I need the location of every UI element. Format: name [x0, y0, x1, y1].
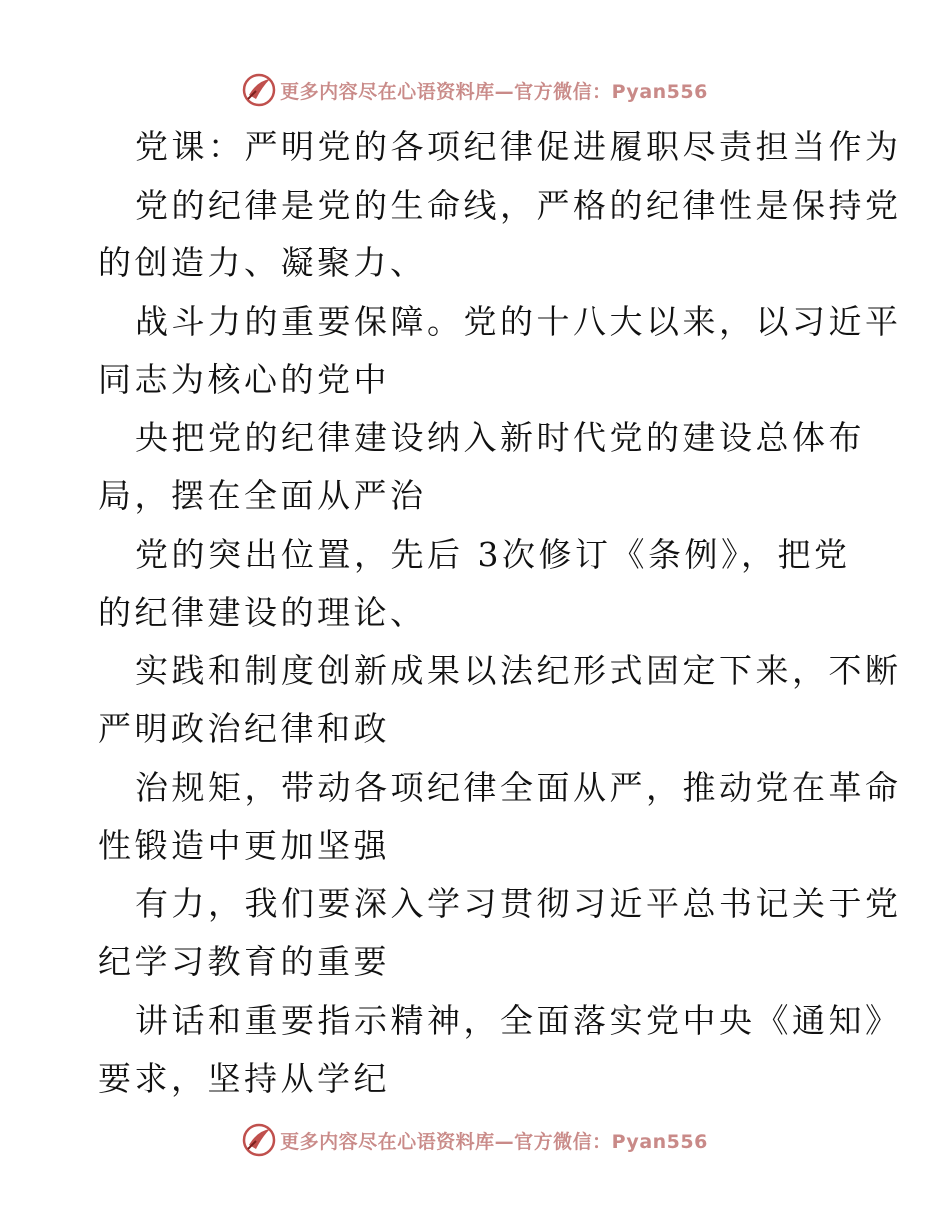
body-line: 党的纪律是党的生命线，严格的纪律性是保持党: [135, 186, 902, 225]
body-line: 战斗力的重要保障。党的十八大以来，以习近平: [135, 302, 902, 341]
body-line: 央把党的纪律建设纳入新时代党的建设总体布: [135, 418, 865, 457]
body-line: 性锻造中更加坚强: [98, 826, 390, 865]
body-line: 的创造力、凝聚力、: [98, 243, 427, 282]
document-title: 党课：严明党的各项纪律促进履职尽责担当作为: [135, 127, 902, 166]
watermark-text: 更多内容尽在心语资料库—官方微信：Pyan556: [280, 1130, 708, 1153]
body-line: 同志为核心的党中: [98, 360, 390, 399]
body-line: 局，摆在全面从严治: [98, 476, 427, 515]
body-line: 纪学习教育的重要: [98, 942, 390, 981]
body-line: 有力，我们要深入学习贯彻习近平总书记关于党: [135, 884, 902, 923]
body-line: 治规矩，带动各项纪律全面从严，推动党在革命: [135, 768, 902, 807]
body-line: 实践和制度创新成果以法纪形式固定下来，不断: [135, 651, 902, 690]
body-line: 要求，坚持从学纪: [98, 1059, 390, 1098]
brand-logo-icon: [242, 73, 276, 107]
header-watermark-banner: [0, 70, 950, 110]
body-line: 讲话和重要指示精神，全面落实党中央《通知》: [135, 1001, 902, 1040]
watermark-text: 更多内容尽在心语资料库—官方微信：Pyan556: [280, 80, 708, 103]
brand-logo-icon: [242, 1123, 276, 1157]
body-line: 的纪律建设的理论、: [98, 593, 427, 632]
body-line: 严明政治纪律和政: [98, 709, 390, 748]
body-line: 党的突出位置，先后 3次修订《条例》，把党: [135, 535, 851, 574]
footer-watermark-banner: [0, 1120, 950, 1160]
